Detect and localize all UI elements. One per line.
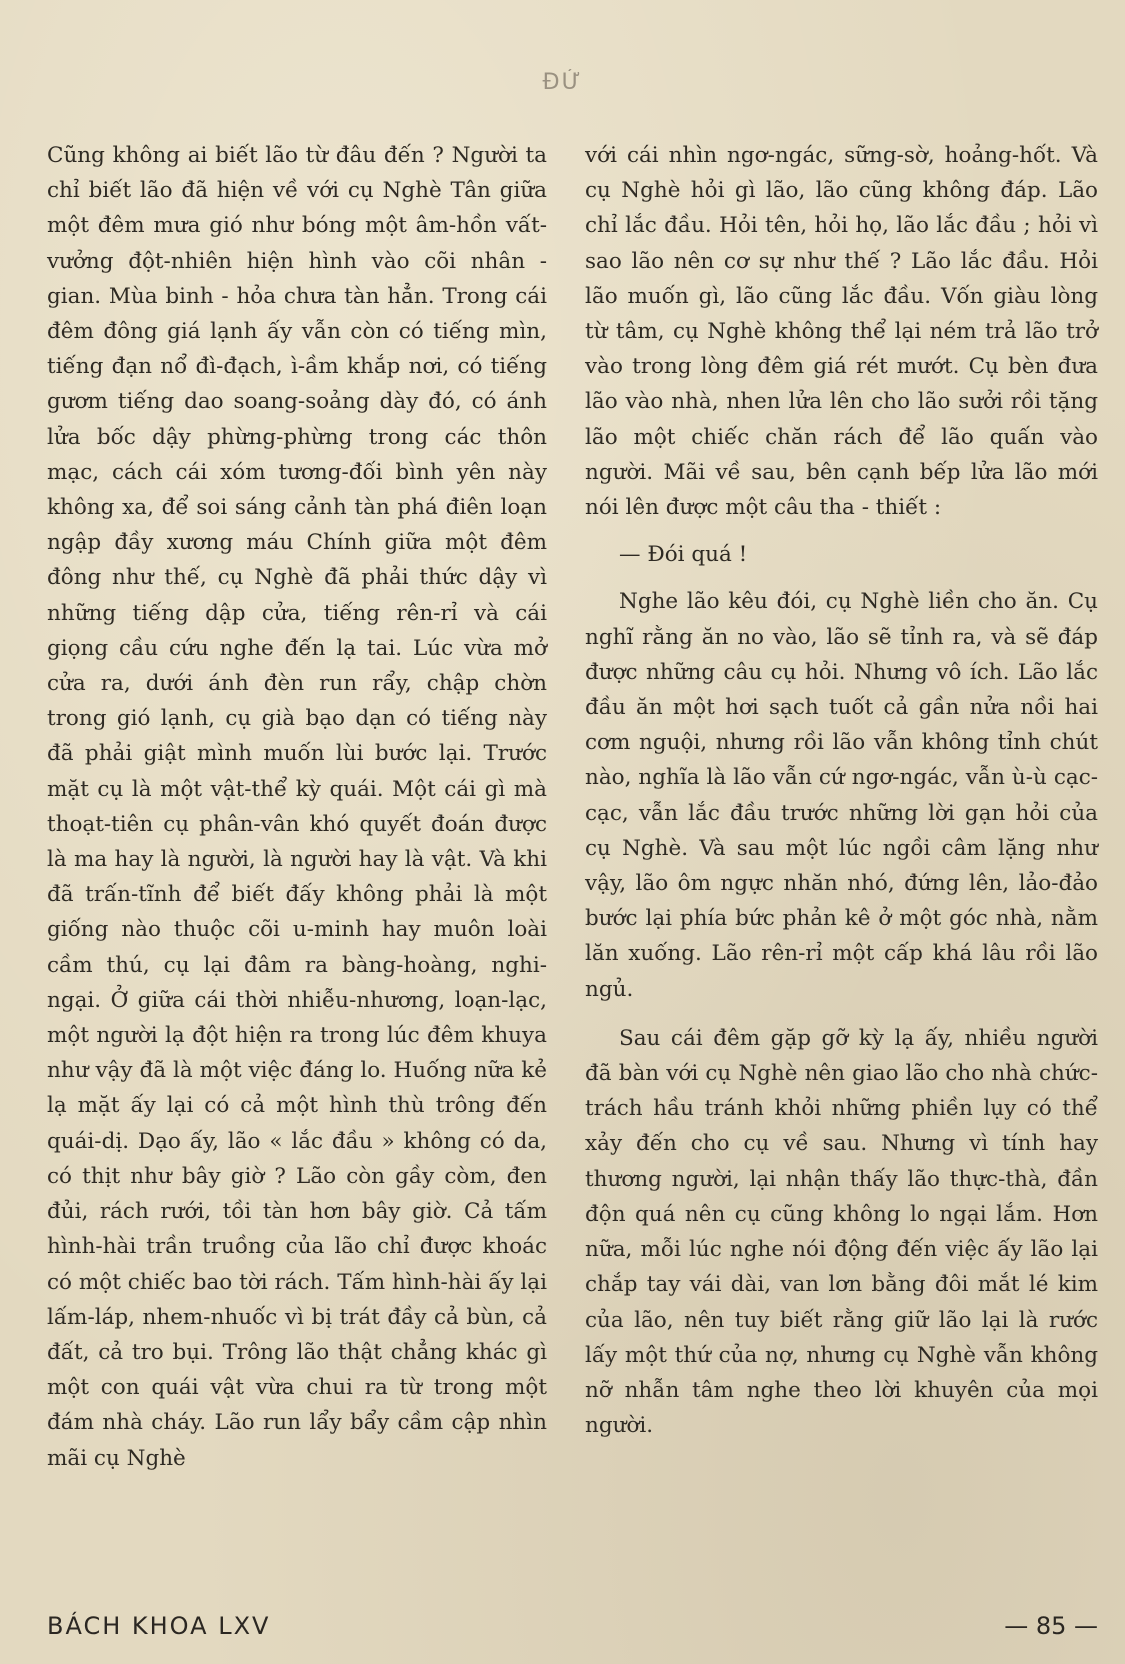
running-head: ĐỨ (542, 70, 583, 95)
paragraph: Sau cái đêm gặp gỡ kỳ lạ ấy, nhiều người đã bàn với cụ Nghè nên giao lão cho nhà chức-trách hầu tránh khỏi những phiền lụy có thể xảy đến cho cụ về sau. Nhưng vì tính hay thương người, lại nhận thấy lão thực-thà, đần độn quá nên cụ cũng không lo ngại lắm. Hơn nữa, mỗi lúc nghe nói động đến việc ấy lão lại chắp tay vái dài, van lơn bằng đôi mắt lé kim của lão, nên tuy biết rằng giữ lão lại là rước lấy một thứ của nợ, nhưng cụ Nghè vẫn không nỡ nhẫn tâm nghe theo lời khuyên của mọi người. (585, 1025, 1098, 1439)
right-column (585, 138, 1098, 1443)
paragraph: với cái nhìn ngơ-ngác, sững-sờ, hoảng-hốt. Và cụ Nghè hỏi gì lão, lão cũng không đáp. Lão chỉ lắc đầu. Hỏi tên, hỏi họ, lão lắc đầu ; hỏi vì sao lão nên cơ sự như thế ? Lão lắc đầu. Hỏi lão muốn gì, lão cũng lắc đầu. Vốn giàu lòng từ tâm, cụ Nghè không thể lại ném trả lão trở vào trong lòng đêm giá rét mướt. Cụ bèn đưa lão vào nhà, nhen lửa lên cho lão sưởi rồi tặng lão một chiếc chăn rách để lão quấn vào người. Mãi về sau, bên cạnh bếp lửa lão mới nói lên được một câu tha - thiết : (585, 143, 1098, 521)
left-column (47, 138, 547, 1476)
page-number: — 85 — (1004, 1612, 1098, 1640)
dialogue-line: — Đói quá ! (619, 542, 748, 568)
page-footer (47, 1612, 1098, 1648)
paragraph: Cũng không ai biết lão từ đâu đến ? Người ta chỉ biết lão đã hiện về với cụ Nghè Tân giữa một đêm mưa gió như bóng một âm-hồn vất-vưởng đột-nhiên hiện hình vào cõi nhân - gian. Mùa binh - hỏa chưa tàn hẳn. Trong cái đêm đông giá lạnh ấy vẫn còn có tiếng mìn, tiếng đạn nổ đì-đạch, ì-ầm khắp nơi, có tiếng gươm tiếng dao soang-soảng dày đó, có ánh lửa bốc dậy phừng-phừng trong các thôn mạc, cách cái xóm tương-đối bình yên này không xa, để soi sáng cảnh tàn phá điên loạn ngập đầy xương máu Chính giữa một đêm đông như thế, cụ Nghè đã phải thức dậy vì những tiếng dập cửa, tiếng rên-rỉ và cái giọng cầu cứu nghe đến lạ tai. Lúc vừa mở cửa ra, dưới ánh đèn run rẩy, chập chờn trong gió lạnh, cụ già bạo dạn có tiếng này đã phải giật mình muốn lùi bước lại. Trước mặt cụ là một vật-thể kỳ quái. Một cái gì mà thoạt-tiên cụ phân-vân khó quyết đoán được là ma hay là người, là người hay là vật. Và khi đã trấn-tĩnh để biết đấy không phải là một giống nào thuộc cõi u-minh hay muôn loài cầm thú, cụ lại đâm ra bàng-hoàng, nghi-ngại. Ở giữa cái thời nhiễu-nhương, loạn-lạc, một người lạ đột hiện ra trong lúc đêm khuya như vậy đã là một việc đáng lo. Huống nữa kẻ lạ mặt ấy lại có cả một hình thù trông đến quái-dị. Dạo ấy, lão « lắc đầu » không có da, có thịt như bây giờ ? Lão còn gầy còm, đen đủi, rách rưới, tồi tàn hơn bây giờ. Cả tấm hình-hài trần truồng của lão chỉ được khoác có một chiếc bao tời rách. Tấm hình-hài ấy lại lấm-láp, nhem-nhuốc vì bị trát đầy cả bùn, cả đất, cả tro bụi. Trông lão thật chẳng khác gì một con quái vật vừa chui ra từ trong một đám nhà cháy. Lão run lẩy bẩy cầm cập nhìn mãi cụ Nghè (47, 143, 547, 1471)
paragraph: Nghe lão kêu đói, cụ Nghè liền cho ăn. Cụ nghĩ rằng ăn no vào, lão sẽ tỉnh ra, và sẽ đáp được những câu cụ hỏi. Nhưng vô ích. Lão lắc đầu ăn một hơi sạch tuốt cả gần nửa nồi hai cơm nguội, nhưng rồi lão vẫn không tỉnh chút nào, nghĩa là lão vẫn cứ ngơ-ngác, vẫn ù-ù cạc-cạc, vẫn lắc đầu trước những lời gạn hỏi của cụ Nghè. Và sau một lúc ngồi câm lặng như vậy, lão ôm ngực nhăn nhó, đứng lên, lảo-đảo bước lại phía bức phản kê ở một góc nhà, nằm lăn xuống. Lão rên-rỉ một cấp khá lâu rồi lão ngủ. (585, 589, 1098, 1002)
journal-title: BÁCH KHOA LXV (47, 1612, 271, 1640)
